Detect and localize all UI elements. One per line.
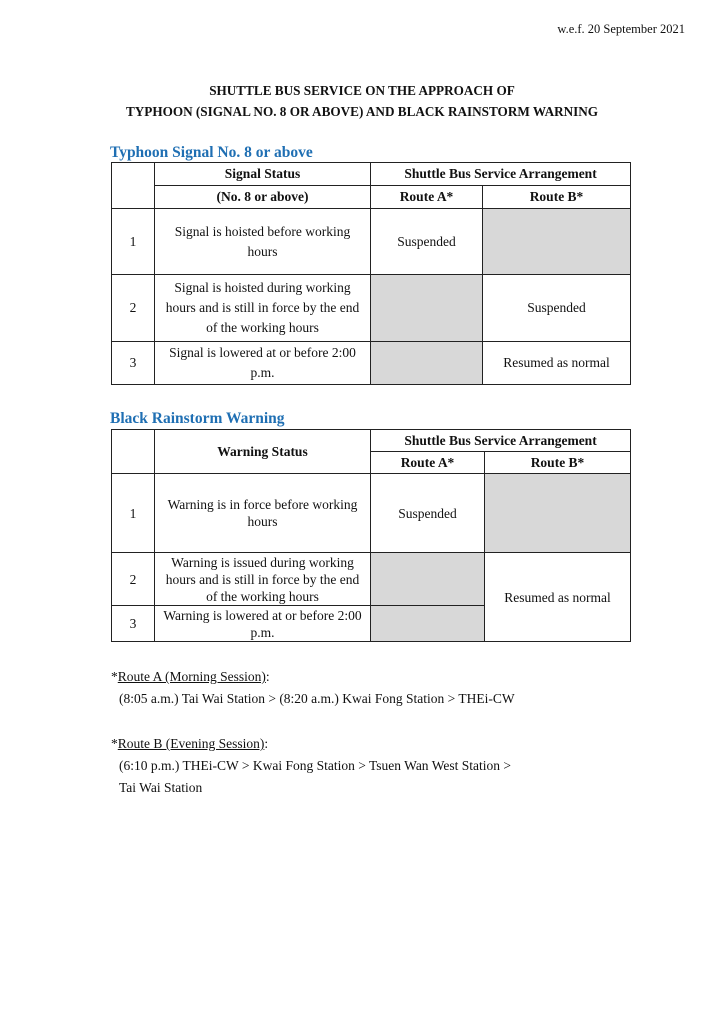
number-header-cell xyxy=(112,430,155,474)
status-subheader: (No. 8 or above) xyxy=(155,186,371,209)
route-a-cell: Suspended xyxy=(371,474,485,553)
number-header-cell xyxy=(112,163,155,209)
row-status: Warning is issued during working hours and is still in force by the end of the working hours xyxy=(155,553,371,606)
row-number: 2 xyxy=(112,275,155,342)
rainstorm-heading: Black Rainstorm Warning xyxy=(110,410,285,427)
note-marker: * xyxy=(111,736,118,751)
route-b-header: Route B* xyxy=(483,186,631,209)
row-status: Warning is in force before working hours xyxy=(155,474,371,553)
route-b-cell: Resumed as normal xyxy=(483,342,631,385)
route-a-cell xyxy=(371,606,485,642)
route-a-note-label: Route A (Morning Session) xyxy=(117,669,266,684)
route-b-cell xyxy=(485,474,631,553)
note-colon: : xyxy=(264,736,269,751)
route-a-header: Route A* xyxy=(371,452,485,474)
row-number: 3 xyxy=(112,342,155,385)
status-header: Warning Status xyxy=(155,430,371,474)
row-number: 2 xyxy=(112,553,155,606)
row-status: Signal is hoisted during working hours and is still in force by the end of the working hours xyxy=(155,275,371,342)
effective-date: w.e.f. 20 September 2021 xyxy=(557,22,685,36)
table-row xyxy=(112,474,631,553)
row-status: Signal is hoisted before working hours xyxy=(155,209,371,275)
status-header: Signal Status xyxy=(155,163,371,186)
route-b-merged-cell: Resumed as normal xyxy=(485,553,631,642)
route-b-note-label: Route B (Evening Session) xyxy=(117,736,265,751)
route-a-cell xyxy=(371,553,485,606)
row-number: 1 xyxy=(112,474,155,553)
route-b-note-line-2: Tai Wai Station xyxy=(119,780,203,795)
route-a-note xyxy=(111,666,515,710)
table-row xyxy=(112,275,631,342)
arrangement-header: Shuttle Bus Service Arrangement xyxy=(371,163,631,186)
arrangement-header: Shuttle Bus Service Arrangement xyxy=(371,430,631,452)
typhoon-table xyxy=(111,162,631,385)
route-a-header: Route A* xyxy=(371,186,483,209)
route-b-cell: Suspended xyxy=(483,275,631,342)
document-title xyxy=(0,80,724,122)
route-b-header: Route B* xyxy=(485,452,631,474)
row-number: 3 xyxy=(112,606,155,642)
row-number: 1 xyxy=(112,209,155,275)
route-b-note xyxy=(111,733,511,799)
route-b-note-line-1: (6:10 p.m.) THEi-CW > Kwai Fong Station > Tsuen Wan West Station > xyxy=(119,758,511,773)
route-a-cell: Suspended xyxy=(371,209,483,275)
route-a-cell xyxy=(371,275,483,342)
route-a-cell xyxy=(371,342,483,385)
note-colon: : xyxy=(265,669,270,684)
note-marker: * xyxy=(111,669,118,684)
table-row xyxy=(112,342,631,385)
row-status: Signal is lowered at or before 2:00 p.m. xyxy=(155,342,371,385)
title-line-2: TYPHOON (SIGNAL NO. 8 OR ABOVE) AND BLACK RAINSTORM WARNING xyxy=(125,104,599,119)
route-b-cell xyxy=(483,209,631,275)
row-status: Warning is lowered at or before 2:00 p.m. xyxy=(155,606,371,642)
title-line-1: SHUTTLE BUS SERVICE ON THE APPROACH OF xyxy=(209,83,515,98)
table-row xyxy=(112,553,631,606)
table-row xyxy=(112,209,631,275)
rainstorm-table xyxy=(111,429,631,642)
typhoon-heading: Typhoon Signal No. 8 or above xyxy=(110,144,313,161)
route-a-note-line: (8:05 a.m.) Tai Wai Station > (8:20 a.m.) Kwai Fong Station > THEi-CW xyxy=(119,691,515,706)
